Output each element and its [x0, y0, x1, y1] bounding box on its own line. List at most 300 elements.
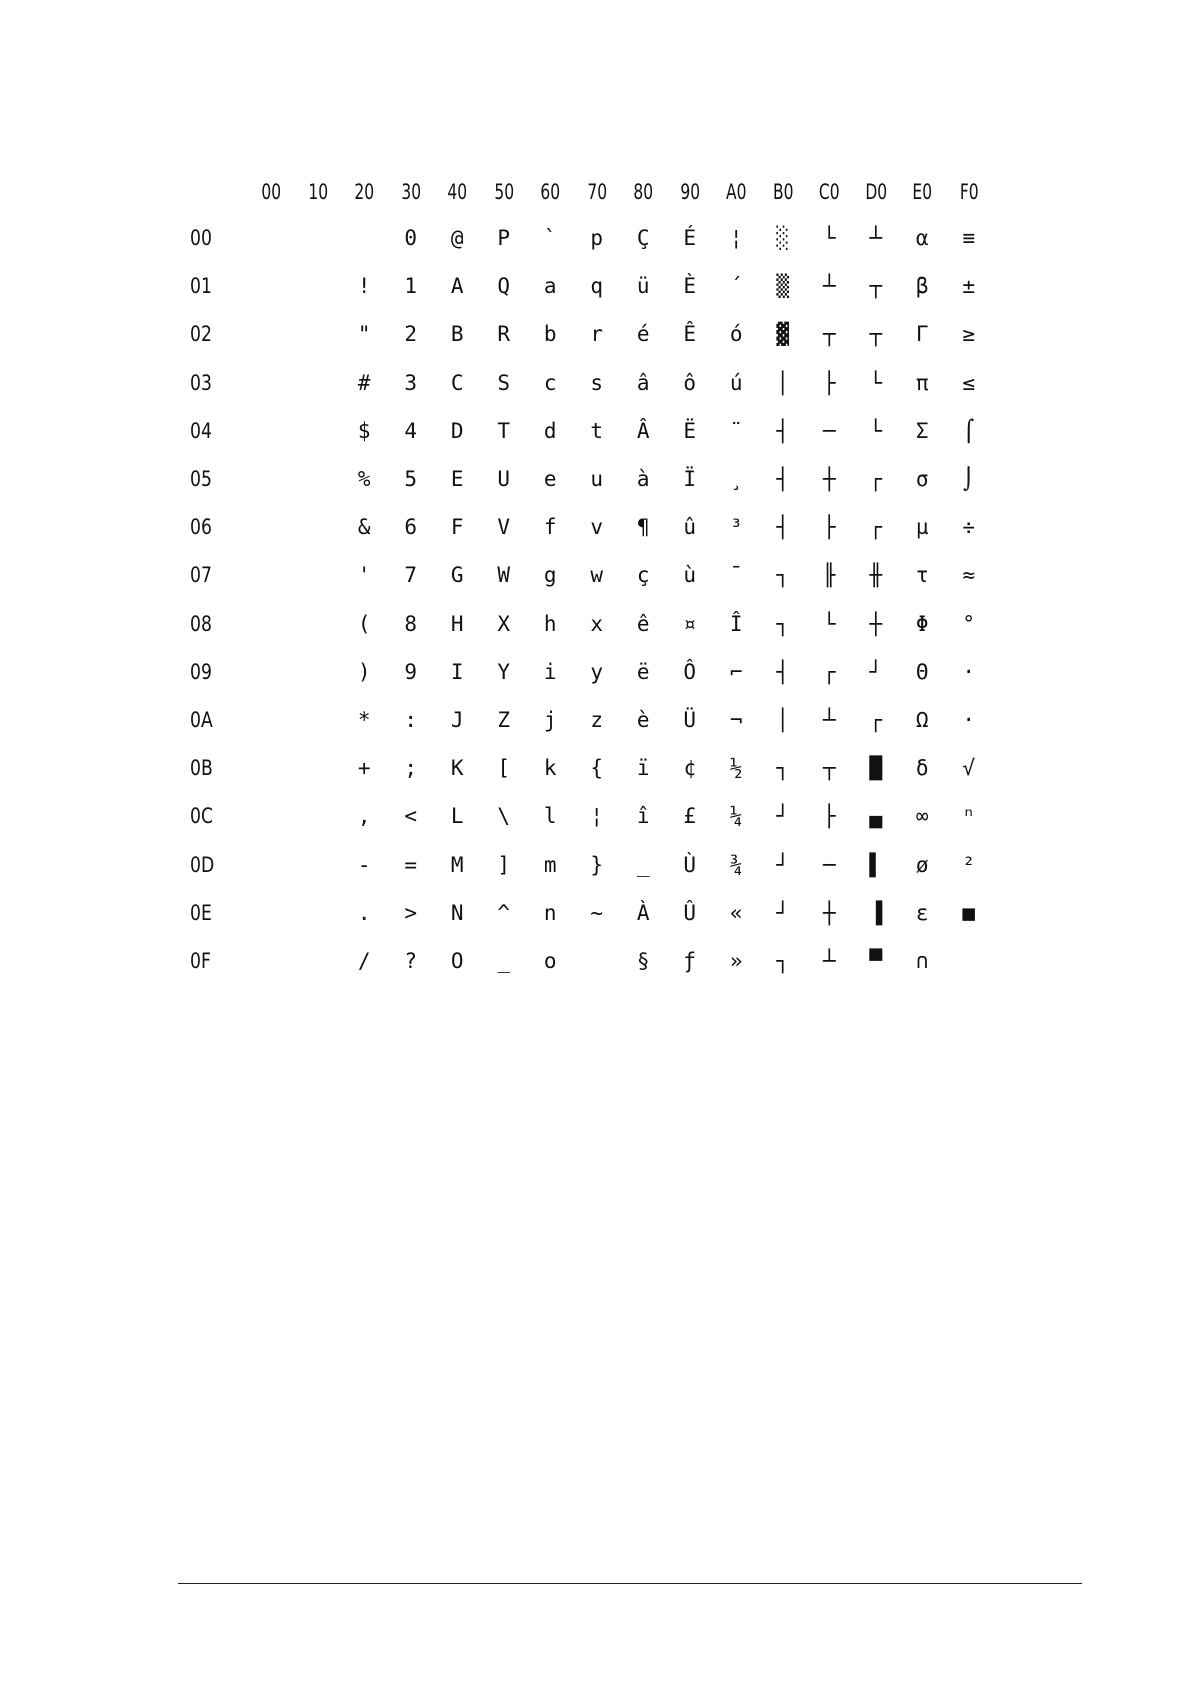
character-cell: +	[357, 756, 371, 781]
character-cell	[295, 889, 342, 937]
character-cell: `	[543, 226, 557, 251]
column-header: D0	[864, 180, 887, 204]
character-cell: ─	[822, 418, 836, 443]
character-cell: Ù	[683, 852, 697, 877]
character-cell: ε	[915, 900, 929, 925]
character-cell: Ë	[683, 418, 697, 443]
character-cell: ┤	[776, 467, 790, 492]
table-row	[190, 889, 992, 937]
character-cell: ó	[729, 322, 743, 347]
character-code-table	[190, 170, 992, 985]
table-row	[190, 455, 992, 503]
character-cell: ~	[590, 900, 604, 925]
character-cell: ┘	[869, 659, 883, 684]
character-cell: q	[590, 274, 604, 299]
character-cell: ┤	[776, 515, 790, 540]
character-cell: ^	[497, 900, 511, 925]
character-cell	[341, 214, 388, 262]
character-cell: C	[450, 370, 464, 395]
character-cell: â	[636, 370, 650, 395]
character-cell	[295, 359, 342, 407]
character-cell: j	[543, 707, 557, 732]
row-header: 06	[190, 515, 212, 540]
character-cell: │	[776, 370, 790, 395]
character-cell: _	[636, 852, 650, 877]
character-cell: z	[590, 707, 604, 732]
character-cell: *	[357, 707, 371, 732]
character-cell: n	[543, 900, 557, 925]
character-cell: w	[590, 563, 604, 588]
character-cell: î	[636, 804, 650, 829]
character-cell: 0	[404, 226, 418, 251]
character-cell: ¾	[729, 852, 743, 877]
character-cell: ┐	[776, 611, 790, 636]
character-cell: A	[450, 274, 464, 299]
character-cell: :	[404, 707, 418, 732]
row-header: 0E	[190, 900, 212, 925]
character-cell	[248, 696, 295, 744]
character-cell: 3	[404, 370, 418, 395]
character-cell: 4	[404, 418, 418, 443]
column-header: E0	[912, 180, 933, 204]
character-cell: ¢	[683, 756, 697, 781]
character-cell	[248, 214, 295, 262]
character-cell: %	[357, 467, 371, 492]
character-cell: 5	[404, 467, 418, 492]
column-header: C0	[818, 180, 840, 204]
table-row	[190, 600, 992, 648]
character-cell: δ	[915, 756, 929, 781]
character-cell: Ï	[683, 467, 697, 492]
character-cell: Y	[497, 659, 511, 684]
character-cell: ê	[636, 611, 650, 636]
character-cell: f	[543, 515, 557, 540]
character-cell: ;	[404, 756, 418, 781]
table-row	[190, 696, 992, 744]
column-header: B0	[772, 180, 793, 204]
character-cell	[248, 840, 295, 888]
character-cell: π	[915, 370, 929, 395]
character-cell: ¯	[729, 563, 743, 588]
character-cell	[295, 503, 342, 551]
character-cell: Γ	[915, 322, 929, 347]
table-row	[190, 262, 992, 310]
character-cell: √	[962, 756, 976, 781]
character-cell: ╟	[822, 563, 836, 588]
character-cell: O	[450, 948, 464, 973]
character-cell: r	[590, 322, 604, 347]
character-cell: t	[590, 418, 604, 443]
character-cell: S	[497, 370, 511, 395]
character-cell: ┤	[776, 659, 790, 684]
character-cell: ,	[357, 804, 371, 829]
character-cell: ┬	[822, 756, 836, 781]
character-cell: │	[776, 707, 790, 732]
character-cell: ≈	[962, 563, 976, 588]
character-cell: )	[357, 659, 371, 684]
character-cell: ¬	[729, 707, 743, 732]
character-cell: »	[729, 948, 743, 973]
character-cell: ü	[636, 274, 650, 299]
character-cell: Z	[497, 707, 511, 732]
character-cell: ├	[822, 804, 836, 829]
character-cell: ⌡	[962, 467, 976, 492]
character-cell: ≡	[962, 226, 976, 251]
column-header: 50	[493, 180, 514, 204]
character-cell: ┐	[776, 756, 790, 781]
character-cell: µ	[915, 515, 929, 540]
row-header: 04	[190, 418, 212, 443]
row-header: 02	[190, 322, 212, 347]
column-header: F0	[959, 180, 979, 204]
character-cell: Û	[683, 900, 697, 925]
character-cell: 2	[404, 322, 418, 347]
character-cell: û	[683, 515, 697, 540]
character-cell: ·	[962, 659, 976, 684]
character-cell: ┘	[776, 900, 790, 925]
character-cell	[295, 937, 342, 985]
character-cell	[248, 455, 295, 503]
character-cell: V	[497, 515, 511, 540]
character-cell: G	[450, 563, 464, 588]
character-cell: =	[404, 852, 418, 877]
character-cell: !	[357, 274, 371, 299]
character-cell: ù	[683, 563, 697, 588]
character-cell: D	[450, 418, 464, 443]
character-cell: ½	[729, 756, 743, 781]
character-cell: Ç	[636, 226, 650, 251]
character-cell: ▄	[869, 804, 883, 829]
character-cell: X	[497, 611, 511, 636]
character-cell: -	[357, 852, 371, 877]
character-cell: █	[869, 756, 883, 781]
column-header: 10	[307, 180, 328, 204]
character-cell	[248, 889, 295, 937]
row-header: 0A	[190, 707, 213, 732]
character-cell: ⌠	[962, 418, 976, 443]
character-cell: ┼	[822, 467, 836, 492]
character-cell: ┐	[776, 948, 790, 973]
character-cell: ³	[729, 515, 743, 540]
character-cell: ┴	[822, 707, 836, 732]
row-header: 01	[190, 274, 212, 299]
character-cell: ⁿ	[962, 804, 976, 829]
character-cell	[295, 744, 342, 792]
character-cell: U	[497, 467, 511, 492]
character-cell	[248, 792, 295, 840]
table-row	[190, 937, 992, 985]
character-cell: ┘	[776, 804, 790, 829]
character-cell: 7	[404, 563, 418, 588]
character-cell: à	[636, 467, 650, 492]
character-cell: c	[543, 370, 557, 395]
character-cell	[295, 214, 342, 262]
character-cell: σ	[915, 467, 929, 492]
column-header: 30	[400, 180, 421, 204]
character-cell: ø	[915, 852, 929, 877]
character-cell: ┌	[869, 467, 883, 492]
character-cell: ▀	[869, 948, 883, 973]
character-cell	[295, 648, 342, 696]
character-cell: ¸	[729, 467, 743, 492]
character-cell: M	[450, 852, 464, 877]
character-cell	[248, 262, 295, 310]
table-row	[190, 551, 992, 599]
character-cell: K	[450, 756, 464, 781]
character-cell: &	[357, 515, 371, 540]
character-cell: ┐	[776, 563, 790, 588]
character-cell: Ω	[915, 707, 929, 732]
character-cell: ▒	[776, 274, 790, 299]
character-cell: Ô	[683, 659, 697, 684]
table-row	[190, 310, 992, 358]
character-cell: h	[543, 611, 557, 636]
character-cell: ]	[497, 852, 511, 877]
character-cell	[248, 407, 295, 455]
row-header: 00	[190, 226, 212, 251]
character-cell	[295, 310, 342, 358]
character-cell: ≥	[962, 322, 976, 347]
character-cell: ±	[962, 274, 976, 299]
row-header: 08	[190, 611, 212, 636]
character-cell	[295, 696, 342, 744]
character-cell: ú	[729, 370, 743, 395]
character-cell	[248, 310, 295, 358]
character-cell: o	[543, 948, 557, 973]
character-cell	[248, 551, 295, 599]
character-cell: F	[450, 515, 464, 540]
character-cell: §	[636, 948, 650, 973]
character-cell: ë	[636, 659, 650, 684]
character-cell	[248, 937, 295, 985]
character-cell: [	[497, 756, 511, 781]
character-cell: u	[590, 467, 604, 492]
character-cell: «	[729, 900, 743, 925]
character-cell: ç	[636, 563, 650, 588]
character-cell: °	[962, 611, 976, 636]
character-cell: (	[357, 611, 371, 636]
character-cell: ┴	[822, 948, 836, 973]
character-cell: ▌	[869, 852, 883, 877]
table-row	[190, 648, 992, 696]
character-cell: ô	[683, 370, 697, 395]
character-cell: ¨	[729, 418, 743, 443]
character-cell: a	[543, 274, 557, 299]
character-cell: ?	[404, 948, 418, 973]
character-cell	[248, 503, 295, 551]
character-cell: ∞	[915, 804, 929, 829]
character-cell: "	[357, 322, 371, 347]
character-cell: ≤	[962, 370, 976, 395]
table-row	[190, 503, 992, 551]
character-cell: L	[450, 804, 464, 829]
character-cell: ┘	[776, 852, 790, 877]
character-cell: α	[915, 226, 929, 251]
character-cell: T	[497, 418, 511, 443]
character-cell: τ	[915, 563, 929, 588]
character-cell: Ê	[683, 322, 697, 347]
character-cell: Q	[497, 274, 511, 299]
character-cell	[248, 600, 295, 648]
character-cell: H	[450, 611, 464, 636]
character-cell	[295, 407, 342, 455]
character-cell: ¼	[729, 804, 743, 829]
row-header: 0B	[190, 756, 213, 781]
character-cell: Σ	[915, 418, 929, 443]
character-cell: {	[590, 756, 604, 781]
character-cell: ┬	[869, 274, 883, 299]
character-cell: E	[450, 467, 464, 492]
character-cell: ┴	[822, 274, 836, 299]
character-cell: d	[543, 418, 557, 443]
row-header: 09	[190, 659, 212, 684]
character-cell: Ü	[683, 707, 697, 732]
character-cell: e	[543, 467, 557, 492]
character-cell: ░	[776, 226, 790, 251]
character-cell: é	[636, 322, 650, 347]
character-cell: ¦	[590, 804, 604, 829]
character-cell	[248, 648, 295, 696]
character-cell	[295, 840, 342, 888]
character-cell: 8	[404, 611, 418, 636]
character-cell: ├	[822, 370, 836, 395]
column-header: 40	[447, 180, 468, 204]
table-row	[190, 792, 992, 840]
character-cell	[295, 551, 342, 599]
character-cell: ⌐	[729, 659, 743, 684]
character-cell: ┌	[869, 707, 883, 732]
row-header: 0C	[190, 804, 213, 829]
character-cell: ├	[822, 515, 836, 540]
table-row	[190, 744, 992, 792]
character-cell: È	[683, 274, 697, 299]
character-cell: l	[543, 804, 557, 829]
character-cell	[248, 359, 295, 407]
character-cell: ¶	[636, 515, 650, 540]
character-cell: \	[497, 804, 511, 829]
character-cell: ┌	[869, 515, 883, 540]
character-cell: i	[543, 659, 557, 684]
column-header: A0	[726, 180, 747, 204]
character-cell: É	[683, 226, 697, 251]
character-cell: ▓	[776, 322, 790, 347]
character-cell: <	[404, 804, 418, 829]
character-cell: #	[357, 370, 371, 395]
character-cell: ¤	[683, 611, 697, 636]
character-cell: @	[450, 226, 464, 251]
character-cell: ∩	[915, 948, 929, 973]
row-header: 07	[190, 563, 212, 588]
column-header: 80	[633, 180, 654, 204]
column-header: 00	[261, 180, 282, 204]
character-cell: '	[357, 563, 371, 588]
character-cell: P	[497, 226, 511, 251]
character-cell	[295, 262, 342, 310]
character-cell: £	[683, 804, 697, 829]
character-cell: ╫	[869, 563, 883, 588]
character-cell: ┼	[869, 611, 883, 636]
footer-rule	[178, 1583, 1082, 1584]
character-cell	[295, 455, 342, 503]
character-cell: W	[497, 563, 511, 588]
column-header-row	[190, 170, 992, 214]
row-header: 0F	[190, 948, 211, 973]
character-cell: Î	[729, 611, 743, 636]
character-cell: R	[497, 322, 511, 347]
character-cell	[248, 744, 295, 792]
character-cell: ²	[962, 852, 976, 877]
character-cell: À	[636, 900, 650, 925]
character-cell: /	[357, 948, 371, 973]
character-cell: ÷	[962, 515, 976, 540]
character-cell: 6	[404, 515, 418, 540]
table-row	[190, 407, 992, 455]
column-header: 70	[586, 180, 607, 204]
character-cell: m	[543, 852, 557, 877]
character-cell: └	[822, 226, 836, 251]
character-cell: $	[357, 418, 371, 443]
character-cell	[946, 937, 993, 985]
character-cell: β	[915, 274, 929, 299]
row-header: 05	[190, 467, 212, 492]
character-cell: ┤	[776, 418, 790, 443]
character-cell: N	[450, 900, 464, 925]
character-cell: v	[590, 515, 604, 540]
row-header: 03	[190, 370, 212, 395]
column-header: 20	[354, 180, 375, 204]
character-cell: ■	[962, 900, 976, 925]
character-cell: è	[636, 707, 650, 732]
character-cell: I	[450, 659, 464, 684]
character-cell: y	[590, 659, 604, 684]
character-cell: b	[543, 322, 557, 347]
character-cell: Θ	[915, 659, 929, 684]
character-cell	[295, 600, 342, 648]
character-cell: Â	[636, 418, 650, 443]
character-cell: ┬	[822, 322, 836, 347]
character-cell: >	[404, 900, 418, 925]
character-cell: ┌	[822, 659, 836, 684]
character-cell: p	[590, 226, 604, 251]
character-cell: ┼	[822, 900, 836, 925]
character-cell: g	[543, 563, 557, 588]
character-cell: ─	[822, 852, 836, 877]
table-row	[190, 214, 992, 262]
character-cell: ▐	[869, 900, 883, 925]
character-cell: ┬	[869, 322, 883, 347]
character-cell: ·	[962, 707, 976, 732]
character-cell: .	[357, 900, 371, 925]
character-cell: └	[869, 418, 883, 443]
character-cell: _	[497, 948, 511, 973]
character-cell: }	[590, 852, 604, 877]
corner-spacer	[190, 170, 248, 214]
character-cell: ┴	[869, 226, 883, 251]
character-cell: k	[543, 756, 557, 781]
character-cell: └	[869, 370, 883, 395]
character-cell: ¦	[729, 226, 743, 251]
row-header: 0D	[190, 852, 215, 877]
table-row	[190, 359, 992, 407]
table-row	[190, 840, 992, 888]
character-cell: 1	[404, 274, 418, 299]
character-cell: J	[450, 707, 464, 732]
character-cell: ƒ	[683, 948, 697, 973]
character-cell: s	[590, 370, 604, 395]
character-cell: x	[590, 611, 604, 636]
character-cell: ï	[636, 756, 650, 781]
character-cell	[295, 792, 342, 840]
